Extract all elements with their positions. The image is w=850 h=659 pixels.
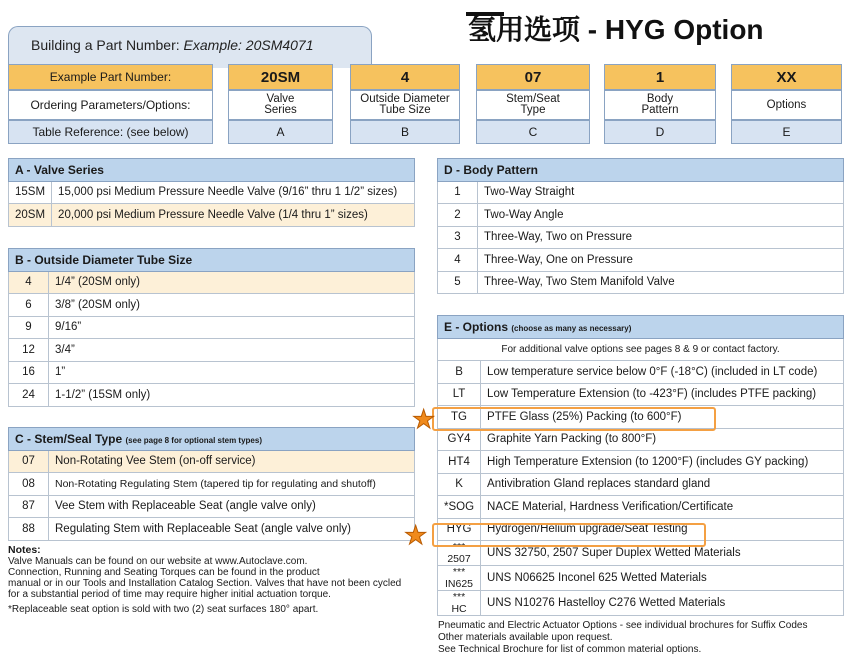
table-row: *** IN625 UNS N06625 Inconel 625 Wetted Materials [438, 566, 844, 591]
star-icon: ★ [412, 404, 436, 434]
pn-value-e: XX [731, 64, 842, 90]
table-row: 08 Non-Rotating Regulating Stem (tapered tip for regulating and shutoff) [9, 473, 415, 496]
table-row: 3 Three-Way, Two on Pressure [438, 226, 844, 249]
pn-value-a: 20SM [228, 64, 333, 90]
table-a-valve-series [8, 158, 415, 227]
table-row: *** 2507 UNS 32750, 2507 Super Duplex Wetted Materials [438, 541, 844, 566]
table-row: *SOG NACE Material, Hardness Verification/Certificate [438, 496, 844, 519]
pn-ref-d: D [604, 120, 716, 144]
page-title: 氢用选项 - HYG Option [468, 14, 764, 45]
pn-value-d: 1 [604, 64, 716, 90]
table-d-title: D - Body Pattern [438, 159, 844, 182]
table-row: 07 Non-Rotating Vee Stem (on-off service) [9, 450, 415, 473]
table-c-stem-seal [8, 427, 415, 541]
pn-ref-c: C [476, 120, 590, 144]
table-ref-label: Table Reference: (see below) [8, 120, 213, 144]
star-icon: ★ [404, 520, 428, 550]
table-e-footer: Pneumatic and Electric Actuator Options - see individual brochures for Suffix Codes Other materials available upon request. See Technical Brochure for list of common material options. [438, 620, 808, 655]
pn-value-c: 07 [476, 64, 590, 90]
table-row: K Antivibration Gland replaces standard gland [438, 473, 844, 496]
table-row: 24 1-1/2” (15SM only) [9, 384, 415, 407]
table-b-title: B - Outside Diameter Tube Size [9, 249, 415, 272]
table-row: 4 Three-Way, One on Pressure [438, 249, 844, 272]
table-row: 6 3/8” (20SM only) [9, 294, 415, 317]
table-e-options [437, 315, 844, 616]
table-row: 4 1/4” (20SM only) [9, 271, 415, 294]
table-row: 15SM 15,000 psi Medium Pressure Needle Valve (9/16” thru 1 1/2” sizes) [9, 181, 415, 204]
notes: Notes: Valve Manuals can be found on our website at www.Autoclave.com. Connection, Running and Seating Torques can be found in the product manual or in our Tools and Installation Catalog Section. Valves that have not been cycled for a substantial period of time may require higher initial actuation torque. *Replaceable seat option is sold with two (2) seat surfaces 180° apart. [8, 544, 402, 615]
table-row: GY4 Graphite Yarn Packing (to 800°F) [438, 428, 844, 451]
pn-ref-e: E [731, 120, 842, 144]
table-row: 12 3/4” [9, 339, 415, 362]
table-row: 87 Vee Stem with Replaceable Seat (angle valve only) [9, 495, 415, 518]
table-row: *** HC UNS N10276 Hastelloy C276 Wetted Materials [438, 591, 844, 616]
table-row: HYG Hydrogen/Helium upgrade/Seat Testing [438, 518, 844, 541]
part-number-header [8, 26, 372, 68]
table-subtitle: For additional valve options see pages 8 & 9 or contact factory. [438, 338, 844, 361]
table-row: 2 Two-Way Angle [438, 204, 844, 227]
pn-ref-b: B [350, 120, 460, 144]
table-b-tube-size [8, 248, 415, 407]
table-row: 16 1” [9, 361, 415, 384]
table-row: HT4 High Temperature Extension (to 1200°F) (includes GY packing) [438, 451, 844, 474]
header-label: Building a Part Number: [31, 37, 180, 53]
header-example: Example: 20SM4071 [183, 37, 314, 53]
table-row: TG PTFE Glass (25%) Packing (to 600°F) [438, 406, 844, 429]
table-row: 1 Two-Way Straight [438, 181, 844, 204]
highlight-box-tg [432, 407, 716, 431]
pn-param-d: Body Pattern [604, 90, 716, 120]
table-row: 20SM 20,000 psi Medium Pressure Needle Valve (1/4 thru 1” sizes) [9, 204, 415, 227]
table-header [9, 159, 415, 182]
table-a-title: A - Valve Series [9, 159, 415, 182]
pn-param-a: Valve Series [228, 90, 333, 120]
pn-param-c: Stem/Seat Type [476, 90, 590, 120]
highlight-box-hyg [432, 523, 706, 547]
table-c-title: C - Stem/Seal Type (see page 8 for optional stem types) [9, 428, 415, 451]
table-d-body-pattern [437, 158, 844, 294]
example-part-label: Example Part Number: [8, 64, 213, 90]
pn-value-b: 4 [350, 64, 460, 90]
table-row: 88 Regulating Stem with Replaceable Seat (angle valve only) [9, 518, 415, 541]
table-row: B Low temperature service below 0°F (-18°C) (included in LT code) [438, 361, 844, 384]
table-e-title: E - Options (choose as many as necessary) [438, 316, 844, 339]
ordering-params-label: Ordering Parameters/Options: [8, 90, 213, 120]
table-row: 9 9/16” [9, 316, 415, 339]
pn-param-e: Options [731, 90, 842, 120]
pn-param-b: Outside Diameter Tube Size [350, 90, 460, 120]
pn-ref-a: A [228, 120, 333, 144]
table-row: LT Low Temperature Extension (to -423°F) (includes PTFE packing) [438, 383, 844, 406]
table-row: 5 Three-Way, Two Stem Manifold Valve [438, 271, 844, 294]
